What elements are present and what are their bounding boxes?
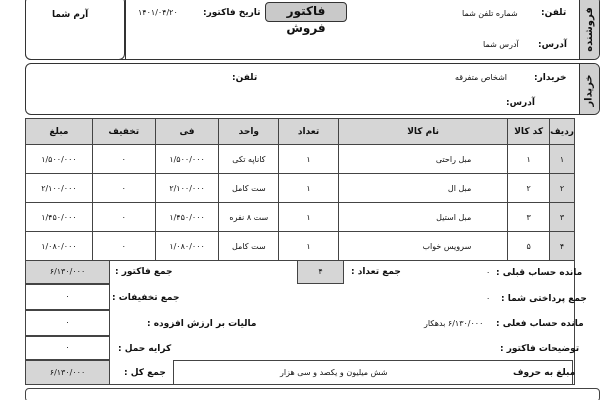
- invoice-date-value: ۱۴۰۱/۰۴/۲۰: [138, 8, 178, 17]
- freight-cell: [25, 336, 110, 360]
- table-row: [26, 232, 575, 261]
- prev-balance-label: مانده حساب قبلی :: [496, 268, 583, 278]
- cell-code: ۳: [508, 203, 550, 232]
- header-discount: تخفیف: [92, 119, 155, 145]
- items-table: [25, 118, 575, 261]
- buyer-side-label: خریدار: [579, 64, 599, 115]
- table-row: [26, 145, 575, 174]
- vat-value: ۰: [65, 318, 70, 327]
- freight-label: کرایه حمل :: [118, 344, 172, 354]
- cell-unit: ست کامل: [219, 232, 279, 261]
- table-row: [26, 174, 575, 203]
- buyer-phone-label: تلفن:: [232, 73, 258, 83]
- buyer-name-value: اشخاص متفرقه: [455, 73, 508, 82]
- cell-price: ۱/۴۵۰/۰۰۰: [155, 203, 219, 232]
- discounts-value: ۰: [65, 292, 70, 301]
- words-value: شش میلیون و یکصد و سی هزار: [280, 368, 388, 377]
- header-name: نام کالا: [338, 119, 507, 145]
- cell-unit: ست ۸ نفره: [219, 203, 279, 232]
- invoice-title: فاکتور فروش: [265, 2, 347, 22]
- prev-balance-value: ۰: [486, 268, 491, 277]
- buyer-name-label: خریدار:: [534, 73, 567, 83]
- header-amount: مبلغ: [26, 119, 93, 145]
- discounts-label: جمع تخفیفات :: [112, 293, 180, 303]
- cell-discount: ۰: [92, 203, 155, 232]
- total-qty-cell: [297, 260, 344, 284]
- current-balance-label: مانده حساب فعلی :: [496, 319, 584, 329]
- invoice-total-cell: [25, 260, 110, 284]
- cell-qty: ۱: [279, 145, 339, 174]
- cell-unit: کاناپه تکی: [219, 145, 279, 174]
- cell-name: سرویس خواب: [338, 232, 507, 261]
- header-row-number: ردیف: [550, 119, 575, 145]
- grand-total-label: جمع کل :: [124, 368, 166, 378]
- invoice-date-label: تاریخ فاکتور:: [203, 8, 261, 18]
- cell-discount: ۰: [92, 174, 155, 203]
- notes-label: توضیحات فاکتور :: [500, 344, 580, 354]
- cell-qty: ۱: [279, 232, 339, 261]
- cell-code: ۲: [508, 174, 550, 203]
- seller-phone-label: تلفن:: [541, 8, 567, 18]
- cell-discount: ۰: [92, 232, 155, 261]
- table-row: [26, 203, 575, 232]
- seller-side-label: فروشنده: [579, 0, 599, 60]
- freight-value: ۰: [65, 343, 70, 352]
- logo-text: آرم شما: [52, 10, 89, 20]
- seller-phone-value: شماره تلفن شما: [462, 9, 518, 18]
- logo-box: [25, 0, 125, 60]
- cell-unit: ست کامل: [219, 174, 279, 203]
- seller-address-value: آدرس شما: [483, 40, 519, 49]
- seller-divider: [125, 0, 126, 60]
- cell-price: ۱/۵۰۰/۰۰۰: [155, 145, 219, 174]
- total-qty-label: جمع تعداد :: [351, 267, 401, 277]
- header-price: فی: [155, 119, 219, 145]
- paid-label: جمع پرداختی شما :: [501, 294, 587, 304]
- cell-price: ۲/۱۰۰/۰۰۰: [155, 174, 219, 203]
- invoice-total-label: جمع فاکتور :: [115, 267, 173, 277]
- cell-row-number: ۲: [550, 174, 575, 203]
- cell-row-number: ۴: [550, 232, 575, 261]
- header-unit: واحد: [219, 119, 279, 145]
- cell-name: مبل ال: [338, 174, 507, 203]
- header-qty: تعداد: [279, 119, 339, 145]
- invoice-total-value: ۶/۱۳۰/۰۰۰: [49, 267, 86, 276]
- footer-box: [25, 388, 600, 400]
- cell-amount: ۲/۱۰۰/۰۰۰: [26, 174, 93, 203]
- cell-code: ۵: [508, 232, 550, 261]
- table-header-row: [26, 119, 575, 145]
- cell-code: ۱: [508, 145, 550, 174]
- buyer-address-label: آدرس:: [506, 98, 535, 108]
- cell-amount: ۱/۴۵۰/۰۰۰: [26, 203, 93, 232]
- vat-label: مالیات بر ارزش افزوده :: [147, 319, 257, 329]
- seller-address-label: آدرس:: [538, 40, 567, 50]
- paid-value: ۰: [486, 294, 491, 303]
- grand-total-cell: [25, 360, 110, 385]
- cell-amount: ۱/۰۸۰/۰۰۰: [26, 232, 93, 261]
- cell-row-number: ۱: [550, 145, 575, 174]
- cell-price: ۱/۰۸۰/۰۰۰: [155, 232, 219, 261]
- total-qty-value: ۴: [318, 267, 323, 276]
- cell-amount: ۱/۵۰۰/۰۰۰: [26, 145, 93, 174]
- cell-discount: ۰: [92, 145, 155, 174]
- words-label: مبلغ به حروف: [513, 368, 576, 378]
- discounts-cell: [25, 284, 110, 310]
- cell-name: مبل استیل: [338, 203, 507, 232]
- cell-name: مبل راحتی: [338, 145, 507, 174]
- vat-cell: [25, 310, 110, 336]
- cell-qty: ۱: [279, 174, 339, 203]
- header-code: کد کالا: [508, 119, 550, 145]
- cell-row-number: ۳: [550, 203, 575, 232]
- current-balance-value: ۶/۱۳۰/۰۰۰ بدهکار: [424, 319, 484, 328]
- grand-total-value: ۶/۱۳۰/۰۰۰: [49, 368, 86, 377]
- cell-qty: ۱: [279, 203, 339, 232]
